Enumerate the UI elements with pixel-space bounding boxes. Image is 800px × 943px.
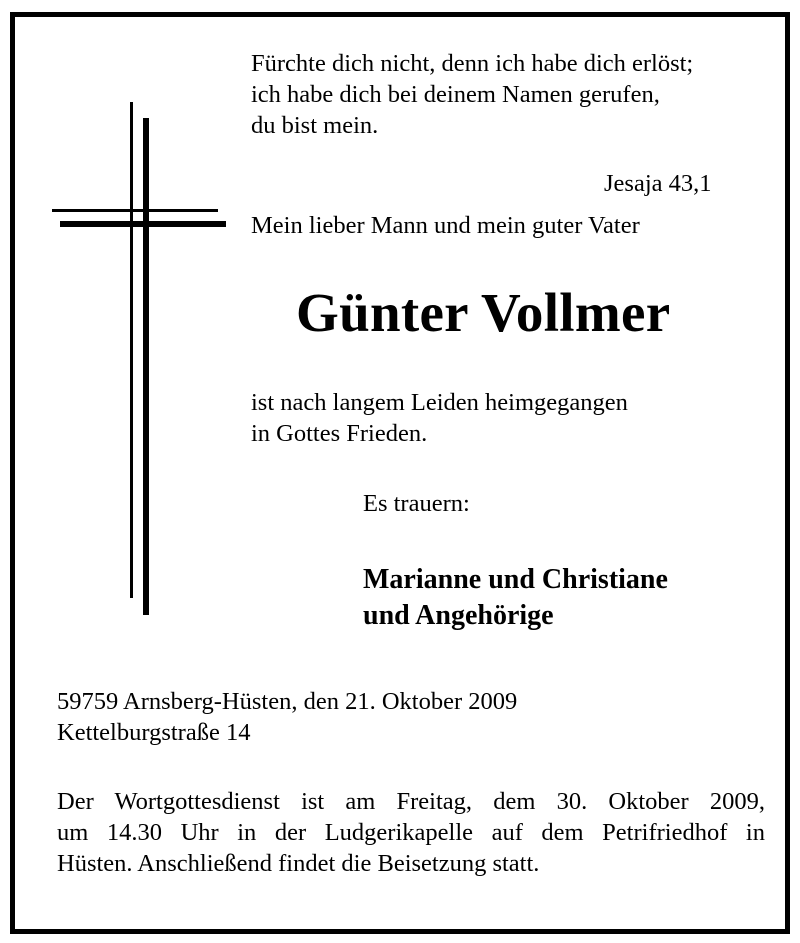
service-line-1: Der Wortgottesdienst ist am Freitag, dem 30. Oktober 2009, bbox=[57, 788, 765, 815]
mourners-names bbox=[363, 562, 668, 634]
passing-line-2: in Gottes Frieden. bbox=[251, 420, 428, 447]
verse-reference: Jesaja 43,1 bbox=[604, 169, 712, 197]
verse-line-3: du bist mein. bbox=[251, 112, 379, 139]
address-line-1: 59759 Arnsberg-Hüsten, den 21. Oktober 2009 bbox=[57, 688, 518, 715]
verse-line-2: ich habe dich bei deinem Namen gerufen, bbox=[251, 81, 660, 108]
service-info bbox=[57, 786, 765, 879]
mourners-intro: Es trauern: bbox=[363, 490, 470, 517]
passing-line-1: ist nach langem Leiden heimgegangen bbox=[251, 389, 628, 416]
intro-line: Mein lieber Mann und mein guter Vater bbox=[251, 212, 640, 239]
deceased-name: Günter Vollmer bbox=[296, 282, 671, 343]
mourners-line-1: Marianne und Christiane bbox=[363, 564, 668, 595]
service-line-2: um 14.30 Uhr in der Ludgerikapelle auf dem Petrifriedhof in bbox=[57, 819, 765, 846]
mourners-line-2: und Angehörige bbox=[363, 600, 554, 631]
verse-line-1: Fürchte dich nicht, denn ich habe dich erlöst; bbox=[251, 50, 694, 77]
service-line-3: Hüsten. Anschließend findet die Beisetzung statt. bbox=[57, 850, 540, 877]
address-line-2: Kettelburgstraße 14 bbox=[57, 719, 251, 746]
